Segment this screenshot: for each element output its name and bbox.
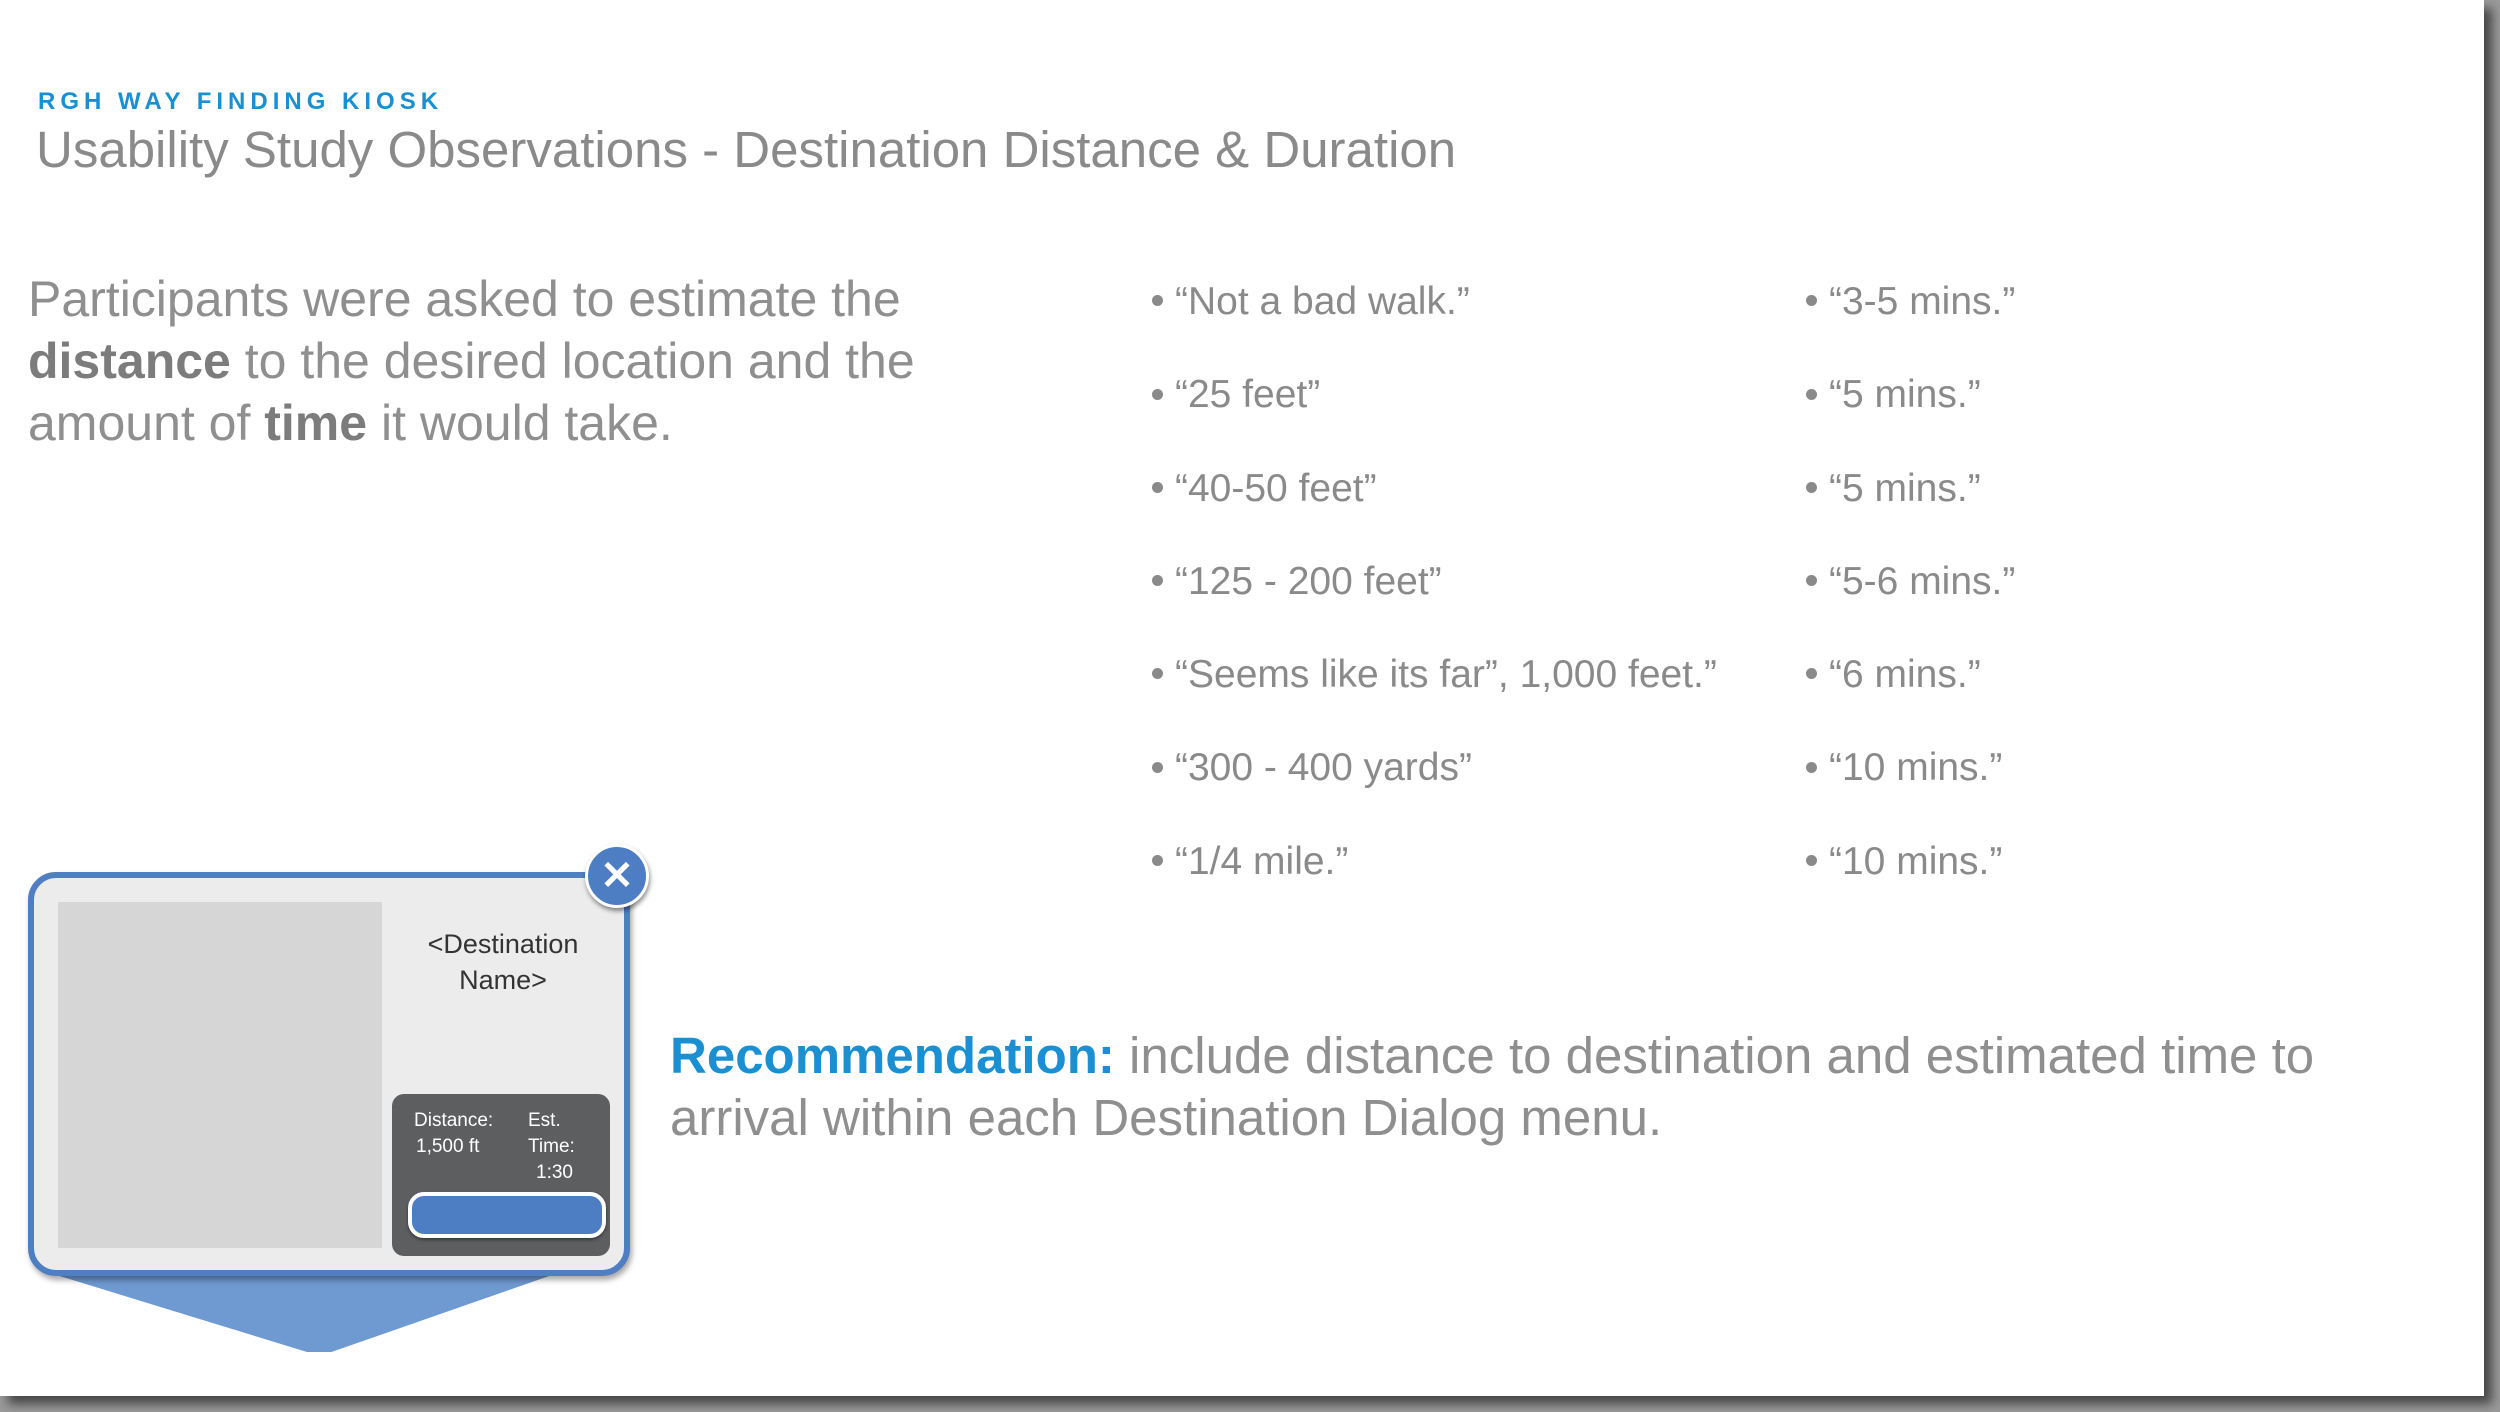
list-item: [1152, 653, 1717, 746]
quote-text: “300 - 400 yards”: [1175, 746, 1472, 790]
quote-text: “Seems like its far”, 1,000 feet.”: [1175, 653, 1717, 697]
bullet-icon: [1806, 855, 1817, 866]
intro-text: [28, 268, 1028, 454]
destination-name: [394, 926, 612, 998]
intro-part-2: to the desired location and the amount of: [28, 333, 915, 451]
bullet-icon: [1152, 668, 1163, 679]
bullet-icon: [1806, 482, 1817, 493]
go-button[interactable]: [408, 1192, 606, 1238]
intro-bold-time: time: [264, 395, 368, 451]
list-item: [1806, 560, 2015, 653]
quote-text: “3-5 mins.”: [1829, 280, 2016, 323]
destination-dialog-mockup: [28, 854, 634, 1352]
quote-text: “5-6 mins.”: [1829, 559, 2016, 603]
quote-text: “Not a bad walk.”: [1175, 280, 1470, 323]
list-item: [1806, 746, 2015, 839]
list-item: [1806, 280, 2015, 373]
bullet-icon: [1152, 295, 1163, 306]
distance-info: [414, 1108, 493, 1160]
recommendation-text: include distance to destination and estimated time to arrival within each Destination Dialog menu.: [670, 1027, 2315, 1146]
close-icon[interactable]: ✕: [585, 844, 649, 908]
project-label: RGH WAY FINDING KIOSK: [38, 88, 444, 115]
time-info: [528, 1108, 610, 1186]
list-item: [1152, 373, 1717, 466]
bullet-icon: [1806, 389, 1817, 400]
bullet-icon: [1152, 575, 1163, 586]
duration-quotes-list: [1806, 280, 2015, 933]
quote-text: “1/4 mile.”: [1175, 839, 1349, 883]
intro-part-3: it would take.: [367, 395, 673, 451]
destination-dialog: [28, 872, 630, 1276]
bullet-icon: [1152, 389, 1163, 400]
destination-image-placeholder: [58, 902, 382, 1248]
intro-part-1: Participants were asked to estimate the: [28, 271, 901, 327]
bullet-icon: [1806, 295, 1817, 306]
quote-text: “10 mins.”: [1829, 839, 2003, 883]
list-item: [1806, 467, 2015, 560]
recommendation-label: Recommendation:: [670, 1027, 1115, 1084]
distance-quotes-list: [1152, 280, 1717, 933]
recommendation: [670, 1025, 2370, 1149]
destination-name-line-1: <Destination: [427, 929, 579, 959]
bullet-icon: [1806, 762, 1817, 773]
time-value: 1:30: [536, 1162, 573, 1183]
page-title: Usability Study Observations - Destination Distance & Duration: [36, 121, 1457, 178]
bullet-icon: [1152, 855, 1163, 866]
bullet-icon: [1152, 482, 1163, 493]
list-item: [1152, 560, 1717, 653]
quote-text: “40-50 feet”: [1175, 466, 1377, 510]
quote-text: “125 - 200 feet”: [1175, 559, 1442, 603]
quote-text: “6 mins.”: [1829, 653, 1981, 697]
destination-name-line-2: Name>: [459, 965, 547, 995]
bullet-icon: [1806, 575, 1817, 586]
list-item: [1806, 653, 2015, 746]
quote-text: “5 mins.”: [1829, 373, 1981, 417]
time-label: Est. Time:: [528, 1110, 575, 1157]
distance-value: 1,500 ft: [416, 1136, 480, 1157]
list-item: [1152, 467, 1717, 560]
distance-label: Distance:: [414, 1110, 494, 1131]
distance-time-panel: [392, 1094, 610, 1256]
list-item: [1152, 746, 1717, 839]
list-item: [1806, 373, 2015, 466]
list-item: [1152, 280, 1717, 373]
quote-text: “25 feet”: [1175, 373, 1321, 417]
list-item: [1152, 840, 1717, 933]
bullet-icon: [1806, 668, 1817, 679]
bullet-icon: [1152, 762, 1163, 773]
quote-text: “5 mins.”: [1829, 466, 1981, 510]
list-item: [1806, 840, 2015, 933]
quote-text: “10 mins.”: [1829, 746, 2003, 790]
intro-bold-distance: distance: [28, 333, 231, 389]
